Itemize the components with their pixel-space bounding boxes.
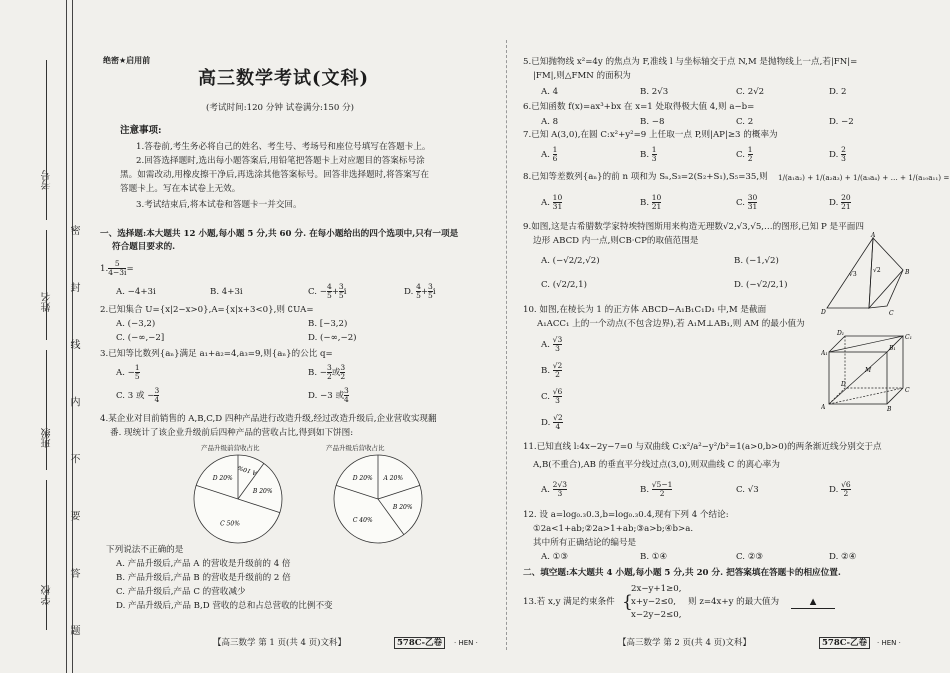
figure-q10-cube (821, 330, 916, 412)
q6-option-b: B. −8 (640, 117, 665, 127)
pie1-label: C 50% (220, 520, 240, 528)
page-1-footer: 【高三数学 第 1 页(共 4 页)文科】 (213, 638, 346, 648)
q8-option-a: A. $\frac{10}{31}$ (541, 193, 563, 211)
notice-2b: 黑。如需改动,用橡皮擦干净后,再选涂其他答案标号。回答非选择题时,将答案写在 (120, 170, 429, 180)
question-12-line-2: ①2a<1+ab;②2a>1+ab;③a>b;④b>a. (533, 524, 694, 534)
pie2-label: A 20% (383, 474, 404, 482)
question-1: 1. $\frac{5}{4-3i}$ = (100, 259, 134, 277)
secret-label: 绝密★启用前 (103, 56, 151, 65)
label-name: 姓名 (42, 292, 53, 312)
q2-option-d: D. (−∞,−2) (308, 333, 357, 343)
binding-strip (8, 0, 88, 673)
section-1-heading-2: 符合题目要求的. (112, 242, 176, 252)
q3-option-a: A. − $\frac{1}{5}$ (116, 363, 140, 381)
pie1-label: B 20% (252, 487, 273, 495)
cube-diagonal-ab1 (829, 352, 887, 404)
q4-option-a: A. 产品升级后,产品 A 的营收是升级前的 4 倍 (116, 559, 291, 569)
q2-option-b: B. [−3,2) (308, 319, 348, 329)
pie-chart-after (334, 455, 422, 543)
q5-option-a: A. 4 (541, 87, 559, 97)
page-2-code-wrap (819, 638, 870, 649)
page-2-footer: 【高三数学 第 2 页(共 4 页)文科】 (618, 638, 751, 648)
q13-question: 则 z=4x+y 的最大值为 (688, 597, 780, 607)
q10-option-c: C. $\frac{√6}{3}$ (541, 387, 563, 405)
pie1-label: D 20% (212, 474, 233, 482)
label-school: 学校 (42, 585, 53, 605)
class-line (46, 350, 47, 470)
q8-option-b: B. $\frac{10}{21}$ (640, 193, 662, 211)
fig9-label-sqrt2: √2 (873, 267, 881, 274)
pie2-label: D 20% (352, 474, 373, 482)
question-12-line-3: 其中所有正确结论的编号是 (533, 538, 637, 548)
notice-1: 1.答卷前,考生务必将自己的姓名、考生号、考场号和座位号填写在答题卡上。 (136, 142, 431, 152)
q9-option-b: B. (−1,√2) (734, 256, 779, 266)
school-line (46, 480, 47, 630)
q1-option-c: C. − $\frac{4}{5}$ + $\frac{3}{5}$ i (308, 282, 347, 300)
page-1-code: 578C-乙卷 (394, 637, 445, 649)
q8-option-d: D. $\frac{20}{21}$ (829, 193, 851, 211)
q9-option-a: A. (−√2/2,√2) (541, 256, 600, 266)
label-class: 班级 (42, 428, 53, 448)
page-2-hen: · HEN · (877, 639, 901, 647)
cube-label-a1: A₁ (821, 350, 828, 357)
cube-diagonal-ac (829, 388, 903, 404)
cube-label-b1: B₁ (889, 345, 896, 352)
q7-option-c: C. $\frac{1}{2}$ (736, 145, 753, 163)
q13-brace: { (622, 592, 633, 612)
cube-label-m: M (865, 367, 872, 374)
notice-2c: 答题卡上。写在本试卷上无效。 (120, 184, 241, 194)
question-9: 9.如图,这是古希腊数学家特埃特图斯用来构造无理数√2,√3,√5,…的图形,已知 P 是平面四 (523, 222, 864, 232)
cube-label-c: C (905, 387, 910, 394)
q11-option-a: A. $\frac{2√3}{3}$ (541, 480, 567, 498)
cube-label-c1: C₁ (905, 334, 912, 341)
pie-chart-before (194, 455, 282, 543)
q1-option-a: A. −4+3i (116, 287, 156, 297)
seal-text: 密 封 线 内 不 要 答 题 (68, 225, 79, 658)
question-10-line-2: A₁ACC₁ 上的一个动点(不包含边界),若 A₁M⊥AB₁,则 AM 的最小值为 (537, 319, 805, 329)
q11-option-d: D. $\frac{√6}{2}$ (829, 480, 851, 498)
exam-title: 高三数学考试(文科) (198, 68, 370, 89)
cube-label-b: B (887, 406, 892, 412)
question-8-sum: 1/(a₁a₂) + 1/(a₂a₃) + 1/(a₃a₄) + … + 1/(a₁₀a₁₁) = (778, 173, 950, 182)
fig9-label-a: A (871, 232, 876, 239)
question-7: 7.已知 A(3,0),在圆 C:x²+y²=9 上任取一点 P,则|AP|≥3 的概率为 (523, 130, 778, 140)
q2-option-a: A. (−3,2) (116, 319, 156, 329)
q13-constraint-1: 2x−y+1≥0, (631, 584, 682, 594)
question-5-line-2: |FM|,则△FMN 的面积为 (533, 71, 631, 81)
page-divider (506, 40, 507, 650)
fig9-label-sqrt3: √3 (849, 271, 857, 278)
q5-option-b: B. 2√3 (640, 87, 669, 97)
q7-option-a: A. $\frac{1}{6}$ (541, 145, 558, 163)
page-2-code: 578C-乙卷 (819, 637, 870, 649)
answer-marker-icon: ▲ (809, 597, 817, 607)
q11-option-c: C. √3 (736, 485, 759, 495)
q3-option-b: B. − $\frac{3}{2}$ 或 $\frac{3}{2}$ (308, 363, 346, 381)
pie-2-title: 产品升级后营收占比 (326, 444, 385, 452)
q12-option-c: C. ②③ (736, 552, 764, 562)
q4-option-b: B. 产品升级后,产品 B 的营收是升级前的 2 倍 (116, 573, 291, 583)
q8-option-c: C. $\frac{30}{31}$ (736, 193, 758, 211)
q12-option-b: B. ①④ (640, 552, 668, 562)
exam-subtitle: (考试时间:120 分钟 试卷满分:150 分) (206, 103, 355, 113)
q9-option-c: C. (√2/2,1) (541, 280, 587, 290)
q10-option-b: B. $\frac{√2}{2}$ (541, 361, 563, 379)
cube-label-d1: D₁ (837, 330, 845, 337)
question-4-line-2: 番. 现统计了该企业升级前后四种产品的营收占比,得到如下饼图: (110, 428, 354, 438)
notice-2: 2.回答选择题时,选出每小题答案后,用铅笔把答题卡上对应题目的答案标号涂 (136, 156, 425, 166)
figure-q9 (821, 232, 911, 318)
q4-option-c: C. 产品升级后,产品 C 的营收减少 (116, 587, 246, 597)
q1-option-d: D. $\frac{4}{5}$ + $\frac{3}{5}$ i (404, 282, 436, 300)
pie1-label: A 10% (237, 463, 258, 477)
question-3: 3.已知等比数列{aₙ}满足 a₁+a₂=4,a₃=9,则{aₙ}的公比 q= (100, 349, 333, 359)
q10-option-a: A. $\frac{√3}{3}$ (541, 335, 563, 353)
q6-option-a: A. 8 (541, 117, 559, 127)
question-13: 13.若 x,y 满足约束条件 (523, 597, 615, 607)
notice-title: 注意事项: (120, 125, 162, 136)
q3-option-c: C. 3 或 − $\frac{3}{4}$ (116, 386, 160, 404)
pie2-label: C 40% (352, 517, 373, 525)
pie2-label: B 20% (392, 504, 413, 512)
notice-3: 3.考试结束后,将本试卷和答题卡一并交回。 (136, 200, 302, 210)
q11-option-b: B. $\frac{√5-1}{2}$ (640, 480, 673, 498)
q1-option-b: B. 4+3i (210, 287, 243, 297)
pie-1-title: 产品升级前营收占比 (201, 444, 260, 452)
q5-option-c: C. 2√2 (736, 87, 765, 97)
q12-option-d: D. ②④ (829, 552, 857, 562)
cube-label-d: D (841, 381, 846, 388)
question-11-line-2: A,B(不重合),AB 的垂直平分线过点(3,0),则双曲线 C 的离心率为 (533, 460, 780, 470)
q12-option-a: A. ①③ (541, 552, 569, 562)
question-11: 11.已知直线 l:4x−2y−7=0 与双曲线 C:x²/a²−y²/b²=1(a>0,b>0)的两条渐近线分别交于点 (523, 442, 882, 452)
question-6: 6.已知函数 f(x)=ax³+bx 在 x=1 处取得极大值 4,则 a−b= (523, 102, 755, 112)
q6-option-d: D. −2 (829, 117, 854, 127)
name-line (46, 230, 47, 340)
q13-constraint-2: x+y−2≤0, (631, 597, 676, 607)
q5-option-d: D. 2 (829, 87, 847, 97)
fig9-label-d: D (821, 309, 826, 316)
q3-option-d: D. −3 或 $\frac{3}{4}$ (308, 386, 349, 404)
q7-option-d: D. $\frac{2}{3}$ (829, 145, 846, 163)
q2-option-c: C. (−∞,−2] (116, 333, 165, 343)
q4-option-d: D. 产品升级后,产品 B,D 营收的总和占总营收的比例不变 (116, 601, 333, 611)
section-1-heading: 一、选择题:本大题共 12 小题,每小题 5 分,共 60 分. 在每小题给出的四个选项中,只有一项是 (100, 229, 459, 239)
question-5: 5.已知抛物线 x²=4y 的焦点为 F,准线 l 与坐标轴交于点 N,M 是抛物线上一点,若|FN|= (523, 57, 858, 67)
q4-ask: 下列说法不正确的是 (106, 545, 184, 555)
exam-number-line (46, 60, 47, 220)
fig9-label-b: B (905, 269, 910, 276)
q13-constraint-3: x−2y−2≤0, (631, 610, 682, 620)
label-exam-number: 考号 (42, 170, 53, 190)
q7-option-b: B. $\frac{1}{3}$ (640, 145, 657, 163)
question-8: 8.已知等差数列{aₙ}的前 n 项和为 Sₙ,S₃=2(S₂+S₁),S₅=35,则 (523, 172, 768, 182)
cube-label-a: A (821, 404, 826, 411)
section-2-heading: 二、填空题:本大题共 4 小题,每小题 5 分,共 20 分. 把答案填在答题卡的相应位置. (523, 568, 841, 578)
q9-option-d: D. (−√2/2,1) (734, 280, 788, 290)
q10-option-d: D. $\frac{√2}{4}$ (541, 413, 563, 431)
question-2: 2.已知集合 U={x|2−x>0},A={x|x+3<0},则 ∁UA= (100, 305, 314, 315)
q13-answer-blank[interactable] (791, 597, 835, 609)
page-1-hen: · HEN · (454, 639, 478, 647)
question-12: 12. 设 a=log₀.₃0.3,b=log₀.₃0.4,现有下列 4 个结论: (523, 510, 729, 520)
pie-charts (190, 452, 460, 552)
question-10: 10. 如图,在棱长为 1 的正方体 ABCD−A₁B₁C₁D₁ 中,M 是截面 (523, 305, 767, 315)
q6-option-c: C. 2 (736, 117, 754, 127)
fig9-label-c: C (889, 310, 894, 317)
page-1-code-wrap (394, 638, 445, 649)
question-4: 4.某企业对目前销售的 A,B,C,D 四种产品进行改造升级,经过改造升级后,企业营收实现翻 (100, 414, 437, 424)
question-9-line-2: 边形 ABCD 内一点,则CB·CP的取值范围是 (533, 236, 699, 246)
